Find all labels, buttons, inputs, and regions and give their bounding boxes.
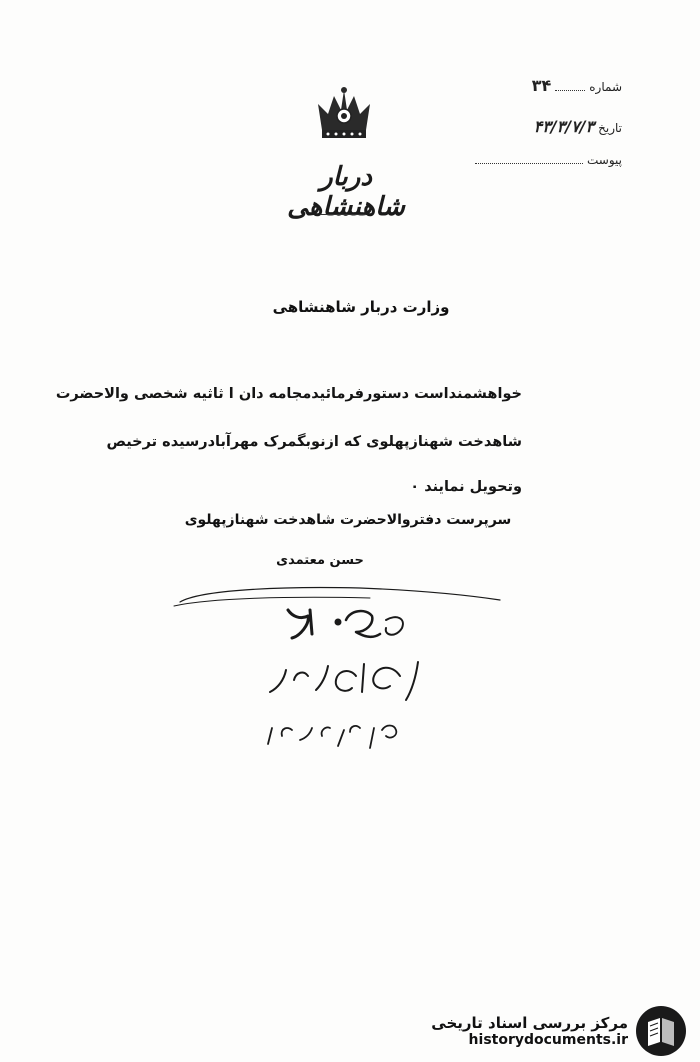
attachment-label: پیوست: [587, 153, 622, 167]
archive-website: historydocuments.ir: [468, 1032, 628, 1048]
number-dots: [555, 90, 585, 91]
royal-crown-icon: [314, 86, 374, 144]
signatory-title: سرپرست دفتروالاحضرت شاهدخت شهنازپهلوی: [184, 512, 512, 528]
body-line-2: شاهدخت شهنازپهلوی که ازنوبگمرک مهرآبادرسیده ترخیص: [106, 434, 522, 450]
letterhead-title: دربار شاهنشاهی: [287, 162, 405, 222]
attachment-dots: [475, 163, 583, 164]
letter-attachment-row: [471, 153, 622, 167]
archive-center-name: مرکز بررسی اسناد تاریخی: [431, 1014, 628, 1032]
letter-number-row: [532, 76, 622, 95]
body-line-3: وتحویل نمایند ٠: [410, 479, 522, 495]
book-logo-icon: [636, 1006, 686, 1056]
archive-watermark: [431, 1006, 686, 1056]
handwritten-signature: [160, 580, 540, 770]
date-label: تاریخ: [598, 121, 622, 135]
title-divider: [320, 214, 366, 215]
signatory-name: حسن معتمدی: [276, 553, 364, 568]
body-line-1: خواهشمنداست دستورفرمائیدمجامه دان ا ثاثیه شخصی والاحضرت: [55, 386, 522, 402]
number-label: شماره: [589, 80, 622, 94]
recipient-line: وزارت دربار شاهنشاهی: [272, 298, 450, 316]
letter-date-row: [534, 117, 622, 136]
number-value: ۳۴: [531, 76, 552, 95]
date-value: ۴۳/۳/۷/۳: [533, 117, 595, 136]
